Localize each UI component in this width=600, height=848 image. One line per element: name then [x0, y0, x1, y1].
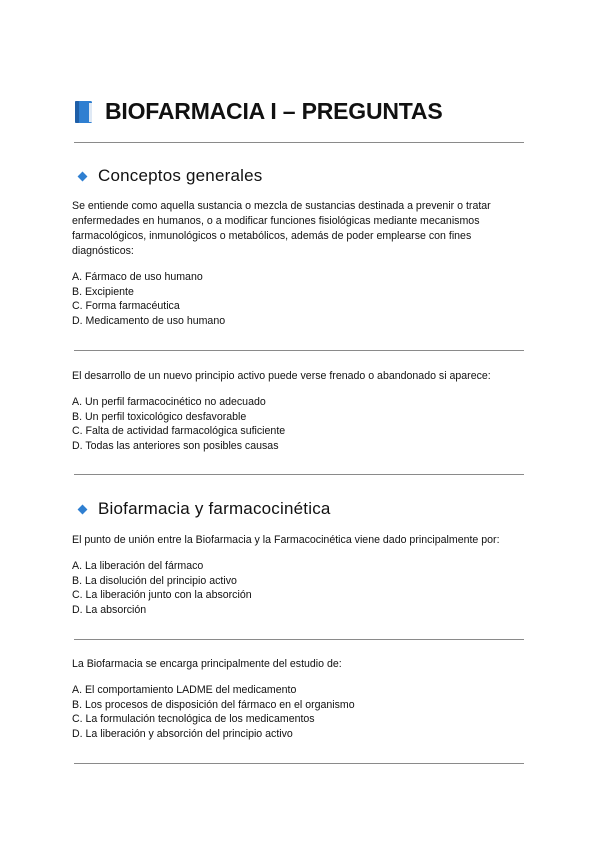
question-text: La Biofarmacia se encarga principalmente del estudio de:	[72, 658, 342, 670]
divider	[74, 142, 524, 143]
option-c: C. Falta de actividad farmacológica suficiente	[72, 425, 286, 438]
diamond-icon	[78, 504, 88, 514]
divider	[74, 350, 524, 351]
option-a: A. Un perfil farmacocinético no adecuado	[72, 396, 266, 408]
divider	[74, 639, 524, 640]
option-a: A. La liberación del fármaco	[72, 560, 204, 572]
section-heading	[77, 166, 262, 186]
option-c: C. La liberación junto con la absorción	[72, 589, 252, 602]
option-c: C. Forma farmacéutica	[72, 300, 180, 313]
option-b: B. Los procesos de disposición del fármaco en el organismo	[72, 698, 355, 711]
option-b: B. Excipiente	[72, 285, 134, 298]
option-a: A. El comportamiento LADME del medicamento	[72, 684, 297, 696]
question-text: El desarrollo de un nuevo principio activo puede verse frenado o abandonado si aparece:	[72, 370, 491, 382]
question-text: Se entiende como aquella sustancia o mezcla de sustancias destinada a prevenir o tratar enfermedades en humanos, o a modificar funciones fisiológicas mediante mecanismos farmacológicos, inmunológicos o metabólicos, además de poder emplearse con fines diagnósticos:	[72, 200, 491, 257]
option-b: B. La disolución del principio activo	[72, 574, 237, 587]
option-list	[72, 395, 527, 453]
option-list	[72, 270, 527, 328]
question-text: El punto de unión entre la Biofarmacia y la Farmacocinética viene dado principalmente por:	[72, 534, 500, 546]
divider	[74, 763, 524, 764]
option-b: B. Un perfil toxicológico desfavorable	[72, 410, 247, 423]
diamond-icon	[78, 171, 88, 181]
section-heading-text: Conceptos generales	[98, 166, 263, 185]
section-heading-text: Biofarmacia y farmacocinética	[98, 499, 331, 518]
page-title-text: BIOFARMACIA I – PREGUNTAS	[105, 98, 443, 124]
option-d: D. La absorción	[72, 603, 147, 616]
option-d: D. Medicamento de uso humano	[72, 314, 226, 327]
section-heading	[77, 499, 331, 519]
option-list	[72, 683, 527, 741]
option-c: C. La formulación tecnológica de los medicamentos	[72, 713, 315, 726]
option-d: D. La liberación y absorción del principio activo	[72, 727, 293, 740]
option-a: A. Fármaco de uso humano	[72, 271, 203, 283]
book-icon	[74, 100, 94, 124]
page-title	[74, 98, 442, 125]
divider	[74, 474, 524, 475]
option-d: D. Todas las anteriores son posibles causas	[72, 439, 279, 452]
option-list	[72, 559, 527, 617]
